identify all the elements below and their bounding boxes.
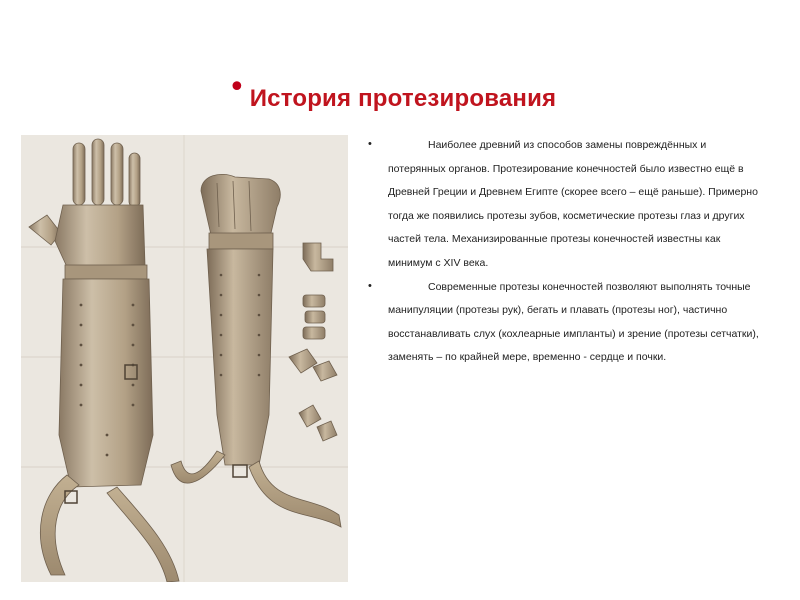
slide-body	[368, 134, 763, 370]
title-bullet: •	[228, 70, 246, 105]
paragraph-text: Современные протезы конечностей позволяют выполнять точные манипуляции (протезы рук), бегать и плавать (протезы ног), частично восстанавливать слух (кохлеарные импланты) и зрение (протезы сетчатки), заменять – по крайней мере, временно - сердце и почки.	[388, 280, 759, 364]
paragraph-text: Наиболее древний из способов замены повреждённых и потерянных органов. Протезирование конечностей было известно ещё в Древней Греции и Древнем Египте (скорее всего – ещё раньше). Примерно тогда же появились протезы зубов, косметические протезы глаз и других частей тела. Механизированные протезы конечностей известны как минимум с XIV века.	[388, 139, 758, 269]
paragraph-modern	[368, 276, 763, 370]
armor-prosthetic-arms-illustration	[21, 135, 348, 582]
paragraph-history	[368, 134, 763, 276]
bullet-marker: •	[368, 279, 372, 292]
prosthetic-arms-image	[21, 135, 348, 582]
title-area	[228, 70, 557, 113]
page-title: История протезирования	[249, 85, 557, 112]
bullet-marker: •	[368, 138, 372, 150]
